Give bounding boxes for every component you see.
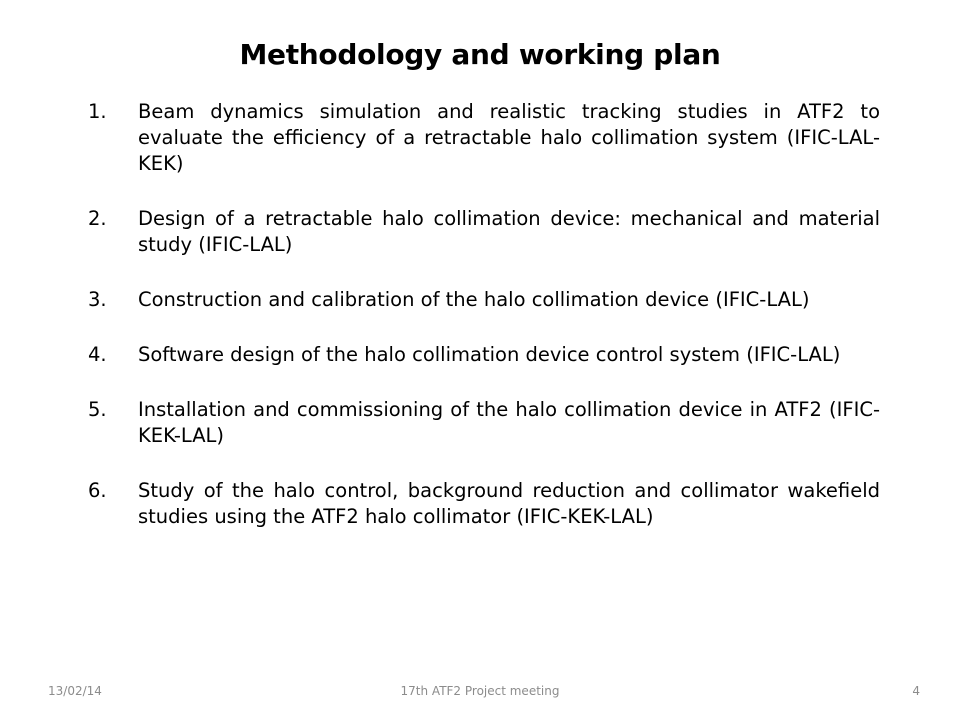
item-text: Beam dynamics simulation and realistic tracking studies in ATF2 to evaluate the efficiency of a retractable halo collimation system (IFIC-LAL-KEK): [138, 100, 880, 175]
item-number: 2.: [88, 207, 107, 230]
item-text: Installation and commissioning of the halo collimation device in ATF2 (IFIC-KEK-LAL): [138, 398, 880, 447]
item-text: Design of a retractable halo collimation device: mechanical and material study (IFIC-LAL): [138, 207, 880, 256]
slide-title: Methodology and working plan: [239, 38, 721, 71]
footer-date: 13/02/14: [48, 684, 102, 698]
list-item: [88, 397, 880, 449]
item-number: 6.: [88, 479, 107, 502]
item-number: 3.: [88, 288, 107, 311]
item-text: Study of the halo control, background reduction and collimator wakefield studies using the ATF2 halo collimator (IFIC-KEK-LAL): [138, 479, 880, 528]
footer-page-number: 4: [912, 684, 920, 698]
list-item: [88, 287, 880, 313]
item-text: Software design of the halo collimation device control system (IFIC-LAL): [138, 343, 841, 366]
list-item: [88, 206, 880, 258]
list-item: [88, 99, 880, 177]
item-number: 5.: [88, 398, 107, 421]
item-number: 1.: [88, 100, 107, 123]
item-text: Construction and calibration of the halo collimation device (IFIC-LAL): [138, 288, 810, 311]
footer-event-title: 17th ATF2 Project meeting: [400, 684, 560, 698]
working-plan-list: [88, 99, 880, 559]
item-number: 4.: [88, 343, 107, 366]
list-item: [88, 478, 880, 530]
list-item: [88, 342, 880, 368]
